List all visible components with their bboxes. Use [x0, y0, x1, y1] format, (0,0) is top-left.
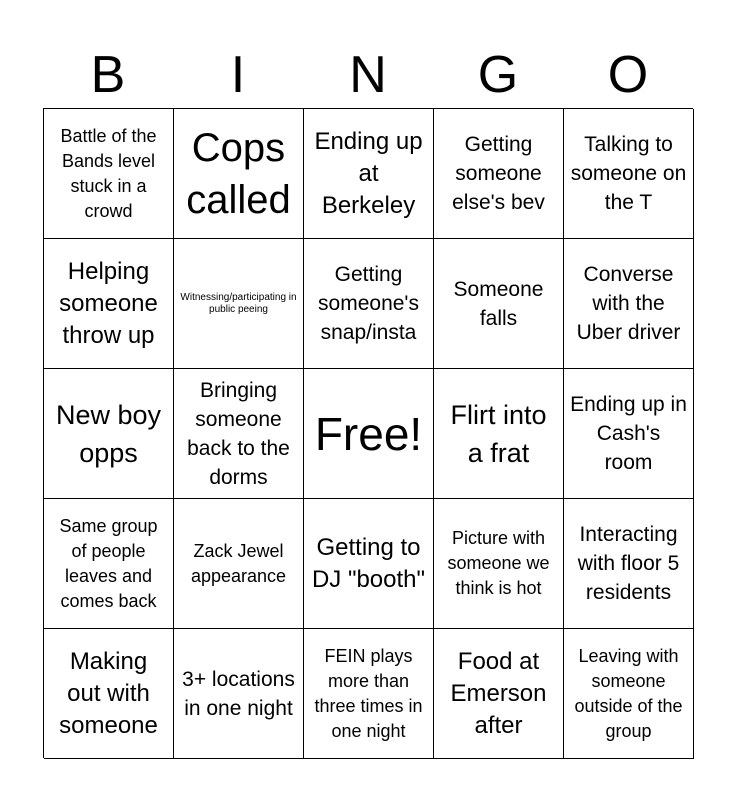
header-letter-g: G [477, 46, 519, 104]
header-letter-b: B [90, 46, 126, 104]
cell-text: Ending up in Cash's room [570, 393, 687, 474]
bingo-cell[interactable] [174, 109, 304, 239]
bingo-cell[interactable] [304, 629, 434, 759]
bingo-cell[interactable] [44, 629, 174, 759]
bingo-header [43, 42, 693, 108]
bingo-cell[interactable] [434, 109, 564, 239]
bingo-cell[interactable] [174, 369, 304, 499]
cell-text: Getting someone else's bev [452, 133, 545, 214]
cell-text: Making out with someone [59, 647, 158, 739]
bingo-cell[interactable] [434, 369, 564, 499]
cell-text: FEIN plays more than three times in one night [314, 645, 423, 741]
cell-text: Flirt into a frat [450, 399, 547, 468]
cell-text: Ending up at Berkeley [314, 127, 423, 219]
cell-text: Converse with the Uber driver [576, 263, 681, 344]
bingo-cell[interactable] [44, 109, 174, 239]
bingo-cell[interactable] [564, 499, 694, 629]
cell-text: Leaving with someone outside of the group [574, 645, 683, 741]
cell-text: Interacting with floor 5 residents [577, 523, 680, 604]
cell-text: Witnessing/participating in public peeing [180, 291, 297, 315]
cell-text: Picture with someone we think is hot [447, 528, 550, 598]
header-letter-i: I [230, 46, 246, 104]
bingo-board [43, 108, 693, 758]
bingo-cell[interactable] [564, 629, 694, 759]
bingo-cell[interactable] [434, 239, 564, 369]
header-letter-o: O [607, 46, 649, 104]
cell-text: Free! [314, 407, 423, 460]
cell-text: 3+ locations in one night [182, 667, 295, 720]
bingo-cell[interactable] [44, 239, 174, 369]
cell-text: Battle of the Bands level stuck in a crowd [60, 125, 157, 221]
free-cell[interactable] [304, 369, 434, 499]
bingo-cell[interactable] [174, 629, 304, 759]
cell-text: Cops called [186, 125, 291, 222]
header-letter-n: N [349, 46, 387, 104]
cell-text: Helping someone throw up [59, 257, 158, 349]
bingo-cell[interactable] [44, 369, 174, 499]
bingo-cell[interactable] [304, 499, 434, 629]
bingo-cell[interactable] [564, 109, 694, 239]
bingo-cell[interactable] [564, 239, 694, 369]
bingo-cell[interactable] [434, 629, 564, 759]
bingo-cell[interactable] [304, 109, 434, 239]
cell-text: Someone falls [453, 277, 544, 330]
cell-text: Same group of people leaves and comes back [59, 515, 158, 611]
bingo-cell[interactable] [44, 499, 174, 629]
cell-text: Getting someone's snap/insta [318, 263, 419, 344]
cell-text: Bringing someone back to the dorms [187, 378, 290, 489]
bingo-cell[interactable] [434, 499, 564, 629]
cell-text: Talking to someone on the T [570, 133, 687, 214]
bingo-cell[interactable] [174, 239, 304, 369]
cell-text: Food at Emerson after [450, 647, 547, 739]
bingo-cell[interactable] [304, 239, 434, 369]
cell-text: Zack Jewel appearance [190, 540, 287, 586]
cell-text: New boy opps [55, 399, 162, 468]
bingo-cell[interactable] [564, 369, 694, 499]
bingo-cell[interactable] [174, 499, 304, 629]
cell-text: Getting to DJ "booth" [311, 533, 426, 593]
